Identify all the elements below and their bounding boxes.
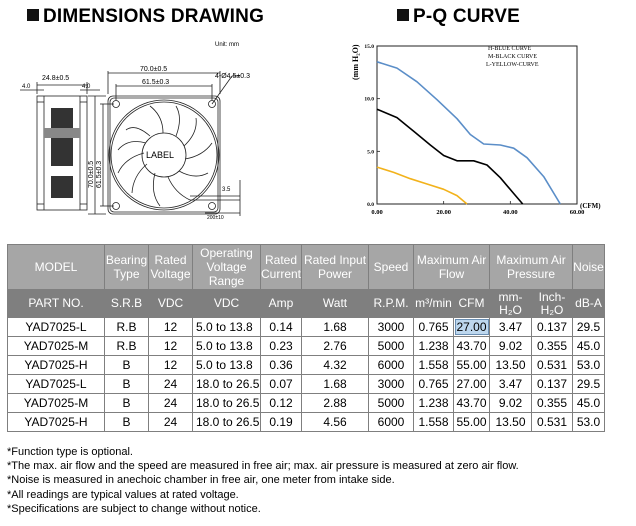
dim-width: 70.0±0.5 bbox=[140, 66, 168, 73]
cell-mmh2o: 3.47 bbox=[490, 318, 532, 337]
header-dba: dB-A bbox=[573, 290, 605, 318]
cell-rated-voltage: 12 bbox=[149, 337, 193, 356]
selected-cfm-value[interactable]: 27.00 bbox=[456, 320, 487, 334]
cell-speed: 3000 bbox=[369, 318, 414, 337]
cell-mmh2o: 3.47 bbox=[490, 375, 532, 394]
header-part-no: PART NO. bbox=[8, 290, 105, 318]
header-rated-current: Rated Current bbox=[261, 245, 302, 290]
series-line-m bbox=[377, 109, 523, 204]
header-srb: S.R.B bbox=[105, 290, 149, 318]
cell-power: 2.76 bbox=[302, 337, 369, 356]
header-vdc: VDC bbox=[149, 290, 193, 318]
cell-power: 1.68 bbox=[302, 375, 369, 394]
header-air-flow: Maximum Air Flow bbox=[414, 245, 490, 290]
cell-m3min: 1.238 bbox=[414, 394, 454, 413]
cell-speed: 6000 bbox=[369, 413, 414, 432]
note-line: *Noise is measured in anechoic chamber in free air, one meter from intake side. bbox=[7, 474, 395, 487]
cell-speed: 5000 bbox=[369, 394, 414, 413]
dim-hole: 4-Ø4.5±0.3 bbox=[215, 73, 250, 80]
cell-part-no: YAD7025-M bbox=[8, 394, 105, 413]
cell-current: 0.36 bbox=[261, 356, 302, 375]
lead-length-dim: 200±10 bbox=[207, 215, 224, 221]
cell-inchh2o: 0.531 bbox=[532, 413, 573, 432]
cell-part-no: YAD7025-L bbox=[8, 318, 105, 337]
cell-power: 1.68 bbox=[302, 318, 369, 337]
header-rated-power: Rated Input Power bbox=[302, 245, 369, 290]
cell-noise: 53.0 bbox=[573, 356, 605, 375]
cell-cfm[interactable] bbox=[454, 318, 490, 337]
cell-noise: 45.0 bbox=[573, 337, 605, 356]
cell-part-no: YAD7025-H bbox=[8, 356, 105, 375]
y-tick-label: 10.0 bbox=[364, 96, 374, 103]
cell-operating-range: 5.0 to 13.8 bbox=[193, 318, 261, 337]
header-noise: Noise bbox=[573, 245, 605, 290]
y-tick-label: 5.0 bbox=[367, 149, 374, 156]
header-operating-range: Operating Voltage Range bbox=[193, 245, 261, 290]
lead-small-dim: 3.5 bbox=[222, 187, 231, 193]
note-line: *The max. air flow and the speed are measured in free air; max. air pressure is measured at zero air flow. bbox=[7, 460, 519, 473]
pq-curve-title: P-Q CURVE bbox=[397, 6, 520, 28]
chart-series bbox=[377, 62, 560, 204]
cell-m3min: 1.558 bbox=[414, 413, 454, 432]
legend-entry-m: M-BLACK CURVE bbox=[488, 54, 538, 60]
header-m3min: m³/min bbox=[414, 290, 454, 318]
cell-mmh2o: 9.02 bbox=[490, 394, 532, 413]
square-bullet-icon bbox=[27, 9, 39, 21]
dimensions-drawing bbox=[0, 28, 330, 233]
table-row bbox=[8, 394, 605, 413]
dimensions-drawing-title: DIMENSIONS DRAWING bbox=[27, 6, 264, 28]
cell-operating-range: 5.0 to 13.8 bbox=[193, 337, 261, 356]
header-vdc-range: VDC bbox=[193, 290, 261, 318]
cell-current: 0.07 bbox=[261, 375, 302, 394]
cell-m3min: 0.765 bbox=[414, 375, 454, 394]
square-bullet-icon bbox=[397, 9, 409, 21]
cell-part-no: YAD7025-M bbox=[8, 337, 105, 356]
cell-bearing: R.B bbox=[105, 337, 149, 356]
table-row bbox=[8, 337, 605, 356]
x-tick-label: 60.00 bbox=[569, 209, 585, 216]
header-air-pressure: Maximum Air Pressure bbox=[490, 245, 573, 290]
cell-speed: 6000 bbox=[369, 356, 414, 375]
cell-cfm: 27.00 bbox=[454, 375, 490, 394]
cell-cfm: 55.00 bbox=[454, 356, 490, 375]
fan-label-text: LABEL bbox=[146, 150, 175, 160]
series-line-h bbox=[377, 62, 560, 204]
cell-inchh2o: 0.137 bbox=[532, 318, 573, 337]
cell-cfm: 55.00 bbox=[454, 413, 490, 432]
legend-entry-h: H-BLUE CURVE bbox=[488, 46, 532, 52]
cell-noise: 29.5 bbox=[573, 318, 605, 337]
cell-part-no: YAD7025-L bbox=[8, 375, 105, 394]
cell-mmh2o: 9.02 bbox=[490, 337, 532, 356]
series-line-l bbox=[377, 167, 467, 204]
y-tick-label: 15.0 bbox=[364, 44, 374, 50]
table-row bbox=[8, 413, 605, 432]
note-line: *All readings are typical values at rated voltage. bbox=[7, 488, 239, 501]
cell-inchh2o: 0.355 bbox=[532, 394, 573, 413]
cell-bearing: B bbox=[105, 394, 149, 413]
cell-power: 2.88 bbox=[302, 394, 369, 413]
cell-operating-range: 18.0 to 26.5 bbox=[193, 394, 261, 413]
header-bearing: Bearing Type bbox=[105, 245, 149, 290]
cell-speed: 5000 bbox=[369, 337, 414, 356]
dim-hole-spacing: 61.5±0.3 bbox=[142, 79, 170, 86]
x-tick-label: 20.00 bbox=[436, 209, 451, 216]
dim-hole-spacing-v: 61.5±0.3 bbox=[96, 160, 103, 188]
spec-table bbox=[7, 244, 605, 432]
cell-cfm: 43.70 bbox=[454, 337, 490, 356]
fan-front-view bbox=[88, 71, 240, 216]
header-amp: Amp bbox=[261, 290, 302, 318]
x-tick-label: 40.00 bbox=[503, 209, 518, 216]
table-row bbox=[8, 318, 605, 337]
cell-noise: 45.0 bbox=[573, 394, 605, 413]
cell-rated-voltage: 24 bbox=[149, 413, 193, 432]
cell-cfm: 43.70 bbox=[454, 394, 490, 413]
table-row bbox=[8, 356, 605, 375]
header-watt: Watt bbox=[302, 290, 369, 318]
cell-noise: 29.5 bbox=[573, 375, 605, 394]
cell-operating-range: 18.0 to 26.5 bbox=[193, 413, 261, 432]
legend-entry-l: L-YELLOW-CURVE bbox=[486, 62, 539, 68]
cell-speed: 3000 bbox=[369, 375, 414, 394]
cell-bearing: B bbox=[105, 356, 149, 375]
notes bbox=[7, 445, 519, 516]
fan-side-view bbox=[20, 82, 100, 210]
header-rated-voltage: Rated Voltage bbox=[149, 245, 193, 290]
header-speed: Speed bbox=[369, 245, 414, 290]
y-tick-label: 0.0 bbox=[367, 202, 374, 208]
dim-height: 70.0±0.5 bbox=[88, 160, 95, 188]
cell-current: 0.14 bbox=[261, 318, 302, 337]
cell-operating-range: 5.0 to 13.8 bbox=[193, 356, 261, 375]
cell-rated-voltage: 24 bbox=[149, 394, 193, 413]
cell-current: 0.12 bbox=[261, 394, 302, 413]
chart-ylabel: (mm H₂O) bbox=[351, 44, 360, 80]
chart-xlabel: (CFM) bbox=[580, 202, 601, 210]
cell-mmh2o: 13.50 bbox=[490, 413, 532, 432]
dim-small-right: 4.0 bbox=[82, 84, 91, 90]
cell-rated-voltage: 12 bbox=[149, 356, 193, 375]
header-mmh2o: mm-H₂O bbox=[490, 290, 532, 318]
unit-label: Unit: mm bbox=[215, 42, 239, 48]
header-cfm: CFM bbox=[454, 290, 490, 318]
cell-part-no: YAD7025-H bbox=[8, 413, 105, 432]
dim-small-left: 4.0 bbox=[22, 84, 31, 90]
note-line: *Function type is optional. bbox=[7, 446, 133, 458]
cell-bearing: B bbox=[105, 413, 149, 432]
cell-inchh2o: 0.355 bbox=[532, 337, 573, 356]
note-line: *Specifications are subject to change without notice. bbox=[7, 502, 261, 515]
cell-rated-voltage: 24 bbox=[149, 375, 193, 394]
cell-noise: 53.0 bbox=[573, 413, 605, 432]
cell-mmh2o: 13.50 bbox=[490, 356, 532, 375]
dim-depth: 24.8±0.5 bbox=[42, 75, 70, 82]
cell-inchh2o: 0.137 bbox=[532, 375, 573, 394]
cell-m3min: 1.558 bbox=[414, 356, 454, 375]
table-row bbox=[8, 375, 605, 394]
cell-rated-voltage: 12 bbox=[149, 318, 193, 337]
cell-bearing: R.B bbox=[105, 318, 149, 337]
cell-bearing: B bbox=[105, 375, 149, 394]
cell-current: 0.23 bbox=[261, 337, 302, 356]
header-rpm: R.P.M. bbox=[369, 290, 414, 318]
cell-power: 4.56 bbox=[302, 413, 369, 432]
cell-m3min: 0.765 bbox=[414, 318, 454, 337]
x-tick-label: 0.00 bbox=[371, 209, 383, 216]
pq-curve-chart bbox=[340, 28, 636, 218]
cell-operating-range: 18.0 to 26.5 bbox=[193, 375, 261, 394]
cell-current: 0.19 bbox=[261, 413, 302, 432]
cell-m3min: 1.238 bbox=[414, 337, 454, 356]
cell-inchh2o: 0.531 bbox=[532, 356, 573, 375]
cell-power: 4.32 bbox=[302, 356, 369, 375]
header-model: MODEL bbox=[8, 245, 105, 290]
header-inchh2o: Inch-H₂O bbox=[532, 290, 573, 318]
